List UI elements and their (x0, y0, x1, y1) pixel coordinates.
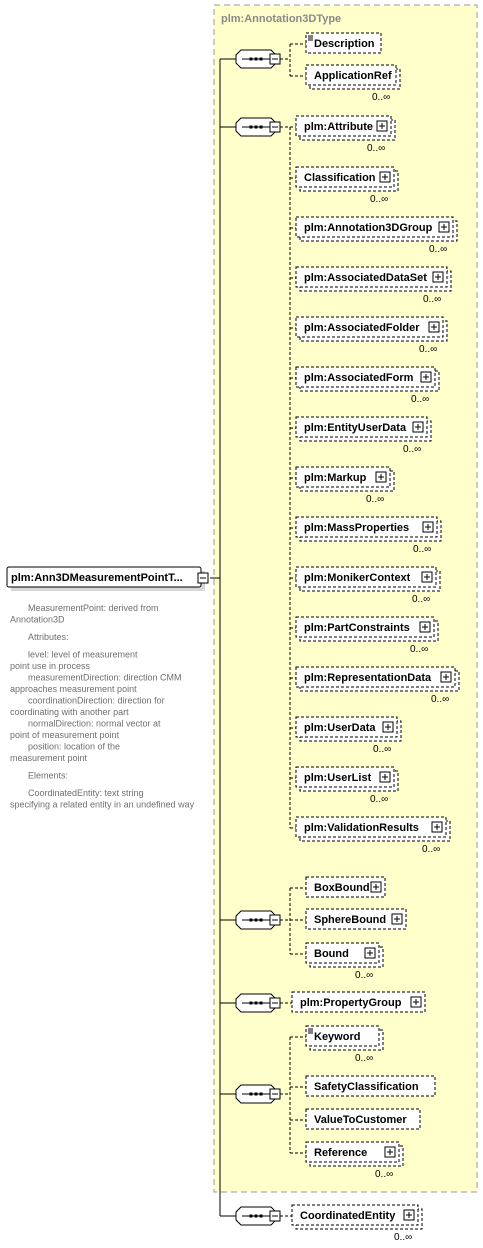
expand-icon[interactable] (376, 472, 386, 482)
schema-element[interactable] (290, 992, 425, 1012)
root-doc-line: measurement point (10, 753, 88, 763)
cardinality-label: 0..∞ (372, 92, 391, 103)
cardinality-label: 0..∞ (412, 594, 431, 605)
element-label: plm:MonikerContext (304, 572, 411, 584)
collapse-icon[interactable] (198, 573, 208, 583)
schema-element[interactable] (290, 1205, 422, 1243)
expand-icon[interactable] (423, 522, 433, 532)
cardinality-label: 0..∞ (422, 844, 441, 855)
root-doc-line: point use in process (10, 661, 91, 671)
cardinality-label: 0..∞ (419, 344, 438, 355)
cardinality-label: 0..∞ (370, 194, 389, 205)
expand-icon[interactable] (441, 672, 451, 682)
root-doc-line: MeasurementPoint: derived from (28, 603, 159, 613)
root-doc-line: coordinationDirection: direction for (28, 695, 165, 706)
schema-element[interactable] (290, 909, 406, 929)
cardinality-label: 0..∞ (355, 1053, 374, 1064)
root-documentation (10, 603, 195, 810)
sequence-group (220, 1205, 422, 1243)
root-label: plm:Ann3DMeasurementPointT... (11, 572, 183, 584)
element-label: plm:AssociatedForm (304, 372, 414, 384)
element-label: ApplicationRef (314, 70, 392, 82)
element-label: plm:RepresentationData (304, 672, 432, 684)
collapse-icon[interactable] (270, 998, 280, 1008)
sequence-group (220, 992, 425, 1012)
element-label: plm:MassProperties (304, 522, 410, 534)
collapse-icon[interactable] (270, 1089, 280, 1099)
element-label: Classification (304, 172, 376, 184)
schema-element[interactable] (290, 1076, 435, 1096)
expand-icon[interactable] (411, 997, 421, 1007)
root-element[interactable] (7, 567, 208, 591)
expand-icon[interactable] (380, 772, 390, 782)
element-label: plm:PartConstraints (304, 622, 410, 634)
cardinality-label: 0..∞ (394, 1232, 413, 1243)
expand-icon[interactable] (385, 1147, 395, 1157)
cardinality-label: 0..∞ (431, 694, 450, 705)
expand-icon[interactable] (439, 222, 449, 232)
cardinality-label: 0..∞ (413, 544, 432, 555)
element-label: SafetyClassification (314, 1081, 419, 1093)
root-doc-line: coordinating with another part (10, 707, 129, 717)
root-doc-line: level: level of measurement (28, 649, 138, 660)
root-doc-line: Annotation3D (10, 614, 65, 625)
collapse-icon[interactable] (270, 54, 280, 64)
element-label: plm:UserList (304, 772, 372, 784)
expand-icon[interactable] (422, 572, 432, 582)
expand-icon[interactable] (383, 722, 393, 732)
root-doc-line: normalDirection: normal vector at (28, 718, 161, 729)
expand-icon[interactable] (377, 121, 387, 131)
element-label: BoxBound (314, 882, 370, 894)
cardinality-label: 0..∞ (411, 394, 430, 405)
collapse-icon[interactable] (270, 1211, 280, 1221)
expand-icon[interactable] (380, 172, 390, 182)
expand-icon[interactable] (432, 822, 442, 832)
cardinality-label: 0..∞ (410, 644, 429, 655)
root-doc-line: measurementDirection: direction CMM (28, 672, 182, 683)
expand-icon[interactable] (433, 272, 443, 282)
element-label: plm:Markup (304, 472, 367, 484)
expand-icon[interactable] (365, 948, 375, 958)
cardinality-label: 0..∞ (370, 794, 389, 805)
collapse-icon[interactable] (270, 122, 280, 132)
element-label: plm:UserData (304, 722, 376, 734)
cardinality-label: 0..∞ (375, 1169, 394, 1180)
expand-icon[interactable] (413, 422, 423, 432)
element-label: Keyword (314, 1031, 361, 1043)
expand-icon[interactable] (420, 622, 430, 632)
element-label: plm:EntityUserData (304, 422, 407, 434)
element-label: Reference (314, 1147, 368, 1159)
element-label: plm:ValidationResults (304, 822, 419, 834)
expand-icon[interactable] (404, 1210, 414, 1220)
element-label: CoordinatedEntity (300, 1210, 396, 1222)
collapse-icon[interactable] (270, 915, 280, 925)
root-doc-line: position: location of the (28, 741, 121, 752)
expand-icon[interactable] (392, 914, 402, 924)
element-label: plm:AssociatedDataSet (304, 272, 427, 284)
cardinality-label: 0..∞ (423, 294, 442, 305)
expand-icon[interactable] (371, 882, 381, 892)
root-doc-line: point of measurement point (10, 730, 120, 740)
schema-element[interactable] (290, 1109, 420, 1129)
element-label: plm:Attribute (304, 121, 374, 133)
root-doc-line: specifying a related entity in an undefined way (10, 799, 195, 810)
cardinality-label: 0..∞ (367, 143, 386, 154)
expand-icon[interactable] (421, 372, 431, 382)
element-label: plm:Annotation3DGroup (304, 222, 433, 234)
base-type-label: plm:Annotation3DType (221, 13, 342, 25)
cardinality-label: 0..∞ (429, 244, 448, 255)
element-label: plm:AssociatedFolder (304, 322, 420, 334)
expand-icon[interactable] (429, 322, 439, 332)
element-label: SphereBound (314, 914, 387, 926)
cardinality-label: 0..∞ (366, 494, 385, 505)
cardinality-label: 0..∞ (373, 744, 392, 755)
element-label: Bound (314, 948, 349, 960)
root-doc-line: Elements: (28, 770, 69, 781)
root-doc-line: approaches measurement point (10, 684, 137, 694)
element-label: ValueToCustomer (314, 1114, 407, 1126)
element-label: Description (314, 38, 375, 50)
cardinality-label: 0..∞ (403, 444, 422, 455)
cardinality-label: 0..∞ (355, 970, 374, 981)
root-doc-line: Attributes: (28, 632, 69, 642)
element-label: plm:PropertyGroup (300, 997, 402, 1009)
root-doc-line: CoordinatedEntity: text string (28, 788, 144, 798)
